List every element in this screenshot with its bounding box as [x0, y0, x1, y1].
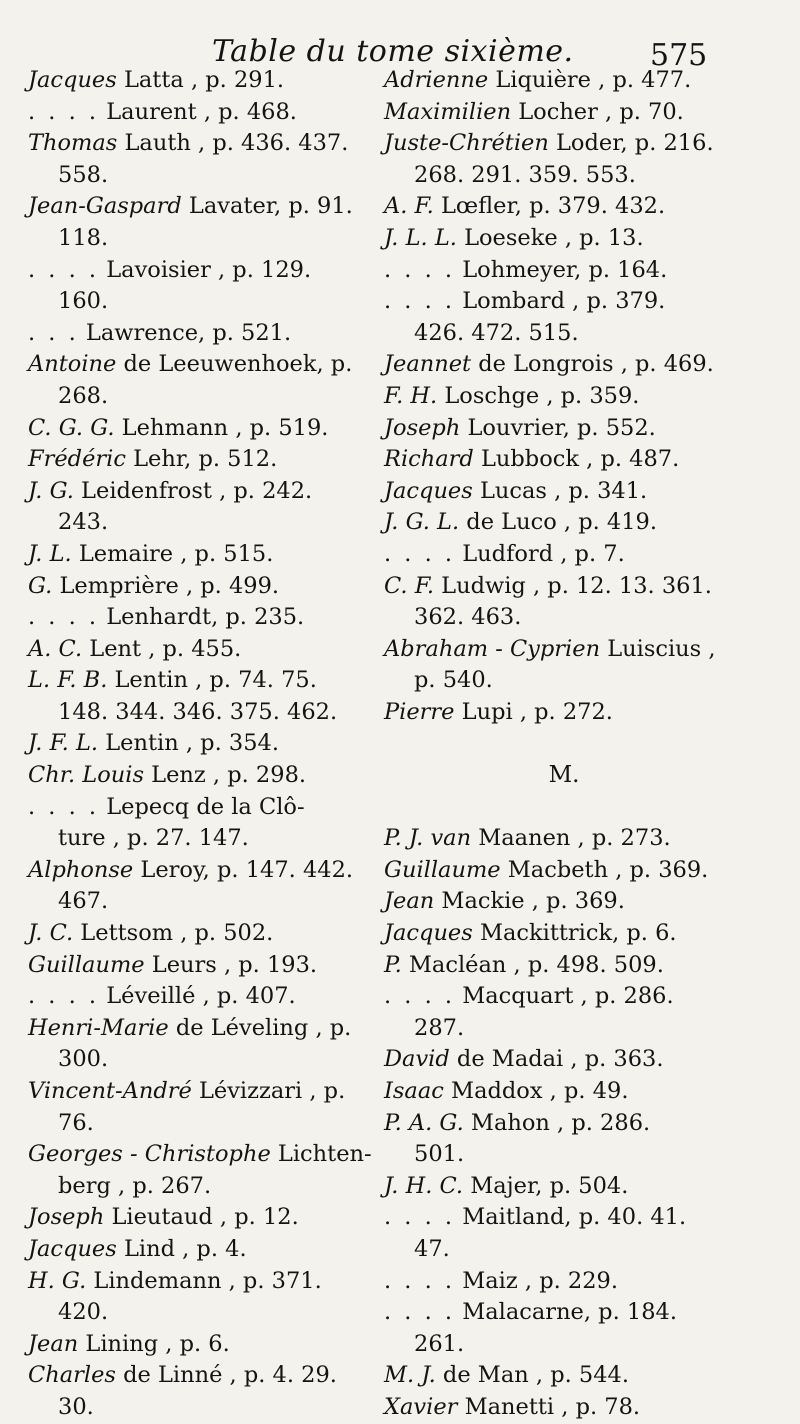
entry-text: Lindemann , p. 371.: [86, 1267, 322, 1294]
entry-text: Lucas , p. 341.: [472, 477, 648, 504]
index-entry: [384, 571, 744, 603]
ditto-leader: . . . .: [384, 1299, 456, 1326]
index-entry: [28, 760, 373, 792]
given-name: Guillaume: [28, 951, 145, 978]
index-entry: [384, 1392, 744, 1424]
index-entry: [384, 1108, 744, 1140]
index-entry-continuation: berg , p. 267.: [58, 1172, 212, 1199]
index-entry: [384, 444, 744, 476]
index-entry: [384, 413, 744, 445]
given-name: Georges - Christophe: [28, 1141, 271, 1168]
index-entry: [28, 981, 373, 1013]
given-name: Xavier: [384, 1393, 458, 1420]
ditto-leader: . . . .: [384, 983, 456, 1010]
given-name: P. A. G.: [384, 1109, 464, 1136]
index-entry: [28, 855, 373, 887]
entry-text: Ludwig , p. 12. 13. 361.: [433, 572, 712, 599]
given-name: Maximilien: [384, 98, 512, 125]
given-name: A. F.: [384, 193, 434, 220]
index-entry: [384, 65, 744, 97]
running-title: Table du tome sixième.: [212, 34, 574, 69]
given-name: J. G. L.: [384, 509, 460, 536]
entry-text: Mackie , p. 369.: [434, 888, 625, 915]
index-entry: [28, 539, 373, 571]
index-entry: [28, 65, 373, 97]
entry-text: Léveillé , p. 407.: [99, 983, 296, 1010]
given-name: G.: [28, 572, 53, 599]
index-entry: [28, 1202, 373, 1234]
index-entry: [28, 918, 373, 950]
index-entry-continuation: 501.: [414, 1141, 465, 1168]
index-entry: [384, 539, 744, 571]
given-name: J. G.: [28, 477, 74, 504]
index-column-left: [28, 65, 373, 1424]
index-entry: [384, 697, 744, 729]
entry-text: de Leeuwenhoek, p.: [116, 351, 353, 378]
entry-text: Louvrier, p. 552.: [460, 414, 656, 441]
given-name: J. C.: [28, 920, 74, 947]
index-entry: [384, 1202, 744, 1234]
index-entry: [28, 349, 373, 381]
index-entry: [28, 255, 373, 287]
given-name: Henri-Marie: [28, 1014, 169, 1041]
index-entry: [28, 128, 373, 160]
entry-text: Leroy, p. 147. 442.: [133, 856, 354, 883]
given-name: Juste-Chrétien: [384, 130, 549, 157]
index-entry: [384, 381, 744, 413]
given-name: M. J.: [384, 1362, 436, 1389]
index-entry: [28, 1076, 373, 1108]
index-entry: [384, 286, 744, 318]
given-name: Guillaume: [384, 856, 501, 883]
entry-text: Lenz , p. 298.: [144, 762, 307, 789]
index-entry: [384, 855, 744, 887]
given-name: Pierre: [384, 698, 455, 725]
index-entry-continuation: 362. 463.: [414, 604, 522, 631]
entry-text: Lavater, p. 91.: [181, 193, 353, 220]
entry-text: Lent , p. 455.: [82, 635, 242, 662]
entry-text: Lieutaud , p. 12.: [104, 1204, 299, 1231]
entry-text: Lawrence, p. 521.: [78, 319, 292, 346]
index-entry: [28, 571, 373, 603]
index-entry: [384, 1171, 744, 1203]
index-entry: [28, 665, 373, 697]
given-name: Jean: [28, 1330, 79, 1357]
entry-text: Ludford , p. 7.: [455, 540, 625, 567]
index-entry: [384, 1360, 744, 1392]
ditto-leader: . . . .: [384, 1204, 456, 1231]
index-entry: [384, 823, 744, 855]
index-entry-continuation: 420.: [58, 1299, 109, 1326]
index-column-right: [384, 65, 744, 1424]
index-entry: [28, 318, 373, 350]
entry-text: Lohmeyer, p. 164.: [455, 256, 668, 283]
given-name: P. J. van: [384, 825, 472, 852]
given-name: J. L.: [28, 540, 72, 567]
index-entry: [384, 349, 744, 381]
entry-text: Liquière , p. 477.: [488, 67, 692, 93]
given-name: Isaac: [384, 1078, 444, 1104]
index-entry-continuation: 148. 344. 346. 375. 462.: [58, 698, 338, 725]
given-name: Richard: [384, 446, 474, 473]
entry-text: Maitland, p. 40. 41.: [455, 1204, 687, 1231]
entry-text: Macquart , p. 286.: [455, 983, 674, 1010]
entry-text: Lupi , p. 272.: [454, 698, 613, 725]
entry-text: Lombard , p. 379.: [455, 288, 666, 315]
index-entry: [384, 918, 744, 950]
entry-text: Lentin , p. 74. 75.: [107, 667, 317, 694]
index-entry: [28, 413, 373, 445]
index-entry: [28, 602, 373, 634]
entry-text: Locher , p. 70.: [511, 98, 684, 125]
given-name: H. G.: [28, 1267, 87, 1294]
ditto-leader: . . . .: [384, 1267, 456, 1294]
entry-text: Lentin , p. 354.: [98, 730, 279, 757]
given-name: Chr. Louis: [28, 762, 145, 789]
entry-text: de Luco , p. 419.: [459, 509, 658, 536]
given-name: Adrienne: [384, 67, 489, 93]
index-entry-continuation: 30.: [58, 1393, 94, 1420]
entry-text: Leurs , p. 193.: [144, 951, 318, 978]
given-name: Antoine: [28, 351, 117, 378]
entry-text: Malacarne, p. 184.: [455, 1299, 677, 1326]
entry-text: Lichten-: [270, 1141, 372, 1168]
entry-text: Lepecq de la Clô-: [99, 793, 305, 820]
entry-text: Lettsom , p. 502.: [73, 920, 274, 947]
index-entry-continuation: ture , p. 27. 147.: [58, 825, 249, 852]
entry-text: de Madai , p. 363.: [449, 1046, 664, 1073]
given-name: David: [384, 1046, 450, 1073]
index-entry: [384, 950, 744, 982]
given-name: Joseph: [384, 414, 461, 441]
index-entry: [28, 444, 373, 476]
entry-text: Lemaire , p. 515.: [71, 540, 274, 567]
ditto-leader: . . .: [28, 319, 79, 346]
index-entry: [384, 981, 744, 1013]
index-entry-continuation: 76.: [58, 1109, 94, 1136]
given-name: J. F. L.: [28, 730, 99, 757]
index-entry: [28, 97, 373, 129]
entry-text: Lévizzari , p.: [191, 1078, 346, 1104]
index-entry: [384, 634, 744, 666]
index-entry: [28, 1329, 373, 1361]
ditto-leader: . . . .: [384, 540, 456, 567]
entry-text: de Man , p. 544.: [435, 1362, 630, 1389]
section-heading: M.: [548, 762, 580, 789]
entry-text: Lubbock , p. 487.: [473, 446, 680, 473]
entry-text: Majer, p. 504.: [463, 1172, 629, 1199]
index-entry: [384, 1044, 744, 1076]
entry-text: Latta , p. 291.: [116, 67, 285, 93]
given-name: A. C.: [28, 635, 83, 662]
ditto-leader: . . . .: [28, 604, 100, 631]
entry-text: Loschge , p. 359.: [437, 382, 640, 409]
entry-text: Maddox , p. 49.: [443, 1078, 629, 1104]
index-entry: [384, 128, 744, 160]
given-name: F. H.: [384, 382, 438, 409]
entry-text: de Linné , p. 4. 29.: [115, 1362, 337, 1389]
entry-text: Maanen , p. 273.: [471, 825, 671, 852]
entry-text: Mackittrick, p. 6.: [472, 920, 677, 947]
ditto-leader: . . . .: [28, 98, 100, 125]
index-entry: [384, 1297, 744, 1329]
given-name: Abraham - Cyprien: [384, 635, 601, 662]
entry-text: Luiscius ,: [600, 635, 716, 662]
blank-line: [384, 728, 744, 760]
index-entry-continuation: 118.: [58, 224, 109, 251]
ditto-leader: . . . .: [28, 256, 100, 283]
entry-text: Lemprière , p. 499.: [52, 572, 280, 599]
index-entry: [28, 792, 373, 824]
entry-text: Lenhardt, p. 235.: [99, 604, 305, 631]
entry-text: Manetti , p. 78.: [457, 1393, 641, 1420]
index-entry-continuation: 467.: [58, 888, 109, 915]
index-entry-continuation: 558.: [58, 161, 109, 188]
given-name: L. F. B.: [28, 667, 108, 694]
given-name: J. H. C.: [384, 1172, 464, 1199]
index-entry: [28, 1013, 373, 1045]
entry-text: Lavoisier , p. 129.: [99, 256, 312, 283]
given-name: C. F.: [384, 572, 434, 599]
index-entry: [28, 1360, 373, 1392]
given-name: Charles: [28, 1362, 116, 1389]
entry-text: Loeseke , p. 13.: [456, 224, 644, 251]
given-name: Jean: [384, 888, 435, 915]
given-name: Jacques: [384, 920, 473, 947]
index-entry-continuation: 287.: [414, 1014, 465, 1041]
index-entry: [384, 1266, 744, 1298]
entry-text: Loder, p. 216.: [548, 130, 714, 157]
given-name: J. L. L.: [384, 224, 457, 251]
index-entry-continuation: 268. 291. 359. 553.: [414, 161, 636, 188]
index-entry: [384, 507, 744, 539]
index-entry: [28, 950, 373, 982]
given-name: Jacques: [28, 67, 117, 93]
given-name: C. G. G.: [28, 414, 115, 441]
given-name: Alphonse: [28, 856, 134, 883]
entry-text: Lehr, p. 512.: [125, 446, 278, 473]
page-number: 575: [650, 38, 708, 73]
index-entry: [28, 1139, 373, 1171]
index-entry: [384, 476, 744, 508]
given-name: Jean-Gaspard: [28, 193, 182, 220]
index-entry: [384, 886, 744, 918]
index-entry: [384, 223, 744, 255]
given-name: Frédéric: [28, 446, 126, 473]
index-entry-continuation: 268.: [58, 382, 109, 409]
entry-text: de Léveling , p.: [168, 1014, 352, 1041]
index-entry: [384, 191, 744, 223]
entry-text: Macléan , p. 498. 509.: [401, 951, 664, 978]
index-entry-continuation: 47.: [414, 1235, 450, 1262]
entry-text: Maiz , p. 229.: [455, 1267, 618, 1294]
given-name: Jeannet: [384, 351, 472, 378]
index-entry: [28, 1234, 373, 1266]
ditto-leader: . . . .: [28, 793, 100, 820]
index-entry: [28, 476, 373, 508]
entry-text: Mahon , p. 286.: [463, 1109, 651, 1136]
entry-text: Laurent , p. 468.: [99, 98, 297, 125]
given-name: Jacques: [28, 1235, 117, 1262]
index-entry: [28, 191, 373, 223]
entry-text: Lining , p. 6.: [78, 1330, 230, 1357]
ditto-leader: . . . .: [28, 983, 100, 1010]
index-entry-continuation: 426. 472. 515.: [414, 319, 579, 346]
index-entry-continuation: 300.: [58, 1046, 109, 1073]
index-entry: [28, 1266, 373, 1298]
entry-text: Leidenfrost , p. 242.: [73, 477, 313, 504]
index-entry: [384, 1076, 744, 1108]
given-name: P.: [384, 951, 402, 978]
entry-text: Lind , p. 4.: [116, 1235, 247, 1262]
index-entry: [28, 634, 373, 666]
entry-text: Lœfler, p. 379. 432.: [433, 193, 666, 220]
entry-text: Lauth , p. 436. 437.: [117, 130, 349, 157]
index-entry: [384, 255, 744, 287]
index-entry: [28, 728, 373, 760]
index-entry-continuation: p. 540.: [414, 667, 493, 694]
blank-line: [384, 792, 744, 824]
given-name: Joseph: [28, 1204, 105, 1231]
given-name: Vincent-André: [28, 1078, 192, 1104]
given-name: Jacques: [384, 477, 473, 504]
index-entry-continuation: 261.: [414, 1330, 465, 1357]
entry-text: de Longrois , p. 469.: [471, 351, 714, 378]
entry-text: Lehmann , p. 519.: [114, 414, 329, 441]
ditto-leader: . . . .: [384, 288, 456, 315]
given-name: Thomas: [28, 130, 118, 157]
entry-text: Macbeth , p. 369.: [500, 856, 709, 883]
index-entry-continuation: 160.: [58, 288, 109, 315]
index-entry-continuation: 243.: [58, 509, 109, 536]
index-entry: [384, 97, 744, 129]
ditto-leader: . . . .: [384, 256, 456, 283]
